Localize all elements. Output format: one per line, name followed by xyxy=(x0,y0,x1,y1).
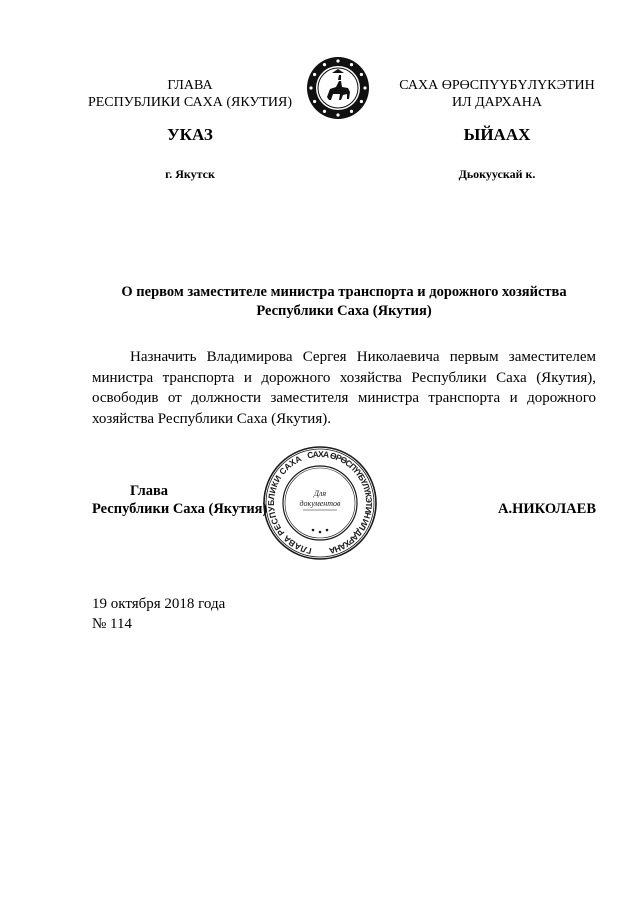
official-seal xyxy=(263,446,377,560)
seal-star-ornaments xyxy=(312,529,329,534)
decree-title-line2: Республики Саха (Якутия) xyxy=(256,303,432,319)
decree-title xyxy=(92,283,596,321)
doc-type-ru: УКАЗ xyxy=(167,125,213,144)
header-right-line1: САХА ӨРӨСПҮҮБҮЛҮКЭТИН xyxy=(399,78,595,93)
signatory-name: А.НИКОЛАЕВ xyxy=(498,501,596,517)
header-left-line2: РЕСПУБЛИКИ САХА (ЯКУТИЯ) xyxy=(87,95,293,110)
coat-of-arms-emblem xyxy=(306,56,370,120)
seal-inner-line1: Для xyxy=(313,489,327,498)
signatory-position-line2: Республики Саха (Якутия) xyxy=(92,501,268,517)
header-left xyxy=(60,77,320,111)
city-ru: г. Якутск xyxy=(165,167,215,181)
seal-ring-top-text: САХА ӨРӨСПҮҮБҮЛҮКЭТИН ИЛ ДАРХАНА xyxy=(306,448,375,557)
seal-ring-left-text: ГЛАВА РЕСПУБЛИКИ САХА xyxy=(265,453,313,557)
decree-body: Назначить Владимирова Сергея Николаевича первым заместителем министра транспорта и дорожного хозяйства Республики Саха (Якутия), освободив от должности заместителя министра транспорта и дорожного хозяйства Республики Саха (Якутия). xyxy=(92,349,596,427)
header-left-line1: ГЛАВА xyxy=(167,78,213,93)
signatory-position-line1: Глава xyxy=(130,483,169,499)
doc-type-sakha: ЫЙААХ xyxy=(463,125,531,144)
city-sakha: Дьокуускай к. xyxy=(458,167,536,181)
seal-inner-line2: документов xyxy=(299,499,341,508)
decree-title-line1: О первом заместителе министра транспорта и дорожного хозяйства xyxy=(121,284,567,300)
header-right-line2: ИЛ ДАРХАНА xyxy=(451,95,542,110)
decree-number: № 114 xyxy=(92,616,133,632)
header-right xyxy=(367,77,627,111)
decree-date: 19 октября 2018 года xyxy=(92,596,226,612)
